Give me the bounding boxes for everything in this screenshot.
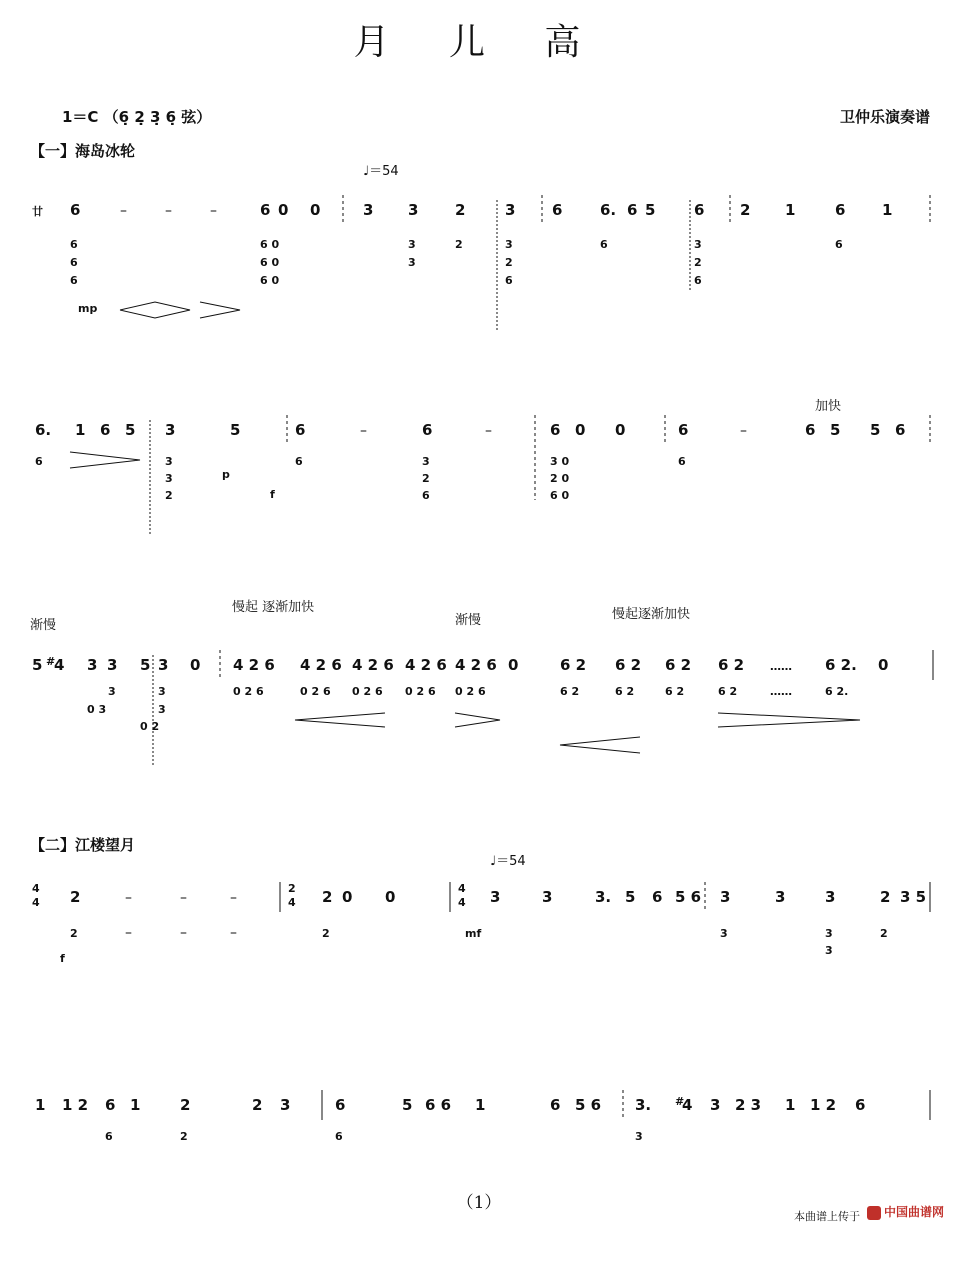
svg-text:2: 2	[322, 927, 330, 940]
notation-line-3	[30, 625, 940, 825]
svg-text:5 6: 5 6	[575, 1096, 602, 1114]
svg-text:5: 5	[140, 656, 151, 674]
svg-text:6: 6	[70, 238, 78, 251]
svg-text:6: 6	[35, 455, 43, 468]
svg-text:6: 6	[550, 1096, 561, 1114]
svg-text:4 2 6: 4 2 6	[405, 656, 447, 674]
svg-text:1: 1	[785, 201, 796, 219]
svg-text:6.: 6.	[600, 201, 617, 219]
svg-text:2 0: 2 0	[550, 472, 570, 485]
svg-text:3: 3	[408, 238, 416, 251]
svg-text:2: 2	[252, 1096, 263, 1114]
svg-text:0 2 6: 0 2 6	[405, 685, 436, 698]
svg-text:6: 6	[335, 1096, 346, 1114]
expression-accel: 加快	[815, 399, 842, 414]
svg-text:6 2: 6 2	[665, 656, 692, 674]
svg-text:3 0: 3 0	[550, 455, 570, 468]
svg-text:0: 0	[278, 201, 289, 219]
svg-text:6: 6	[70, 274, 78, 287]
svg-text:2: 2	[70, 927, 78, 940]
svg-text:6: 6	[422, 489, 430, 502]
svg-text:2: 2	[694, 256, 702, 269]
svg-text:2: 2	[70, 888, 81, 906]
site-logo[interactable]	[867, 1203, 944, 1220]
svg-text:#: #	[675, 1095, 685, 1108]
svg-text:3.: 3.	[595, 888, 612, 906]
svg-text:#: #	[46, 655, 56, 668]
svg-text:4: 4	[458, 882, 466, 895]
svg-text:4: 4	[682, 1096, 693, 1114]
svg-text:0: 0	[310, 201, 321, 219]
svg-text:6 0: 6 0	[260, 256, 280, 269]
svg-text:2: 2	[180, 1096, 191, 1114]
svg-text:3: 3	[825, 888, 836, 906]
svg-text:4 2 6: 4 2 6	[300, 656, 342, 674]
svg-text:4: 4	[32, 882, 40, 895]
svg-text:2: 2	[455, 201, 466, 219]
svg-text:–: –	[180, 925, 187, 941]
section-heading-1: 【一】海岛冰轮	[30, 142, 136, 160]
svg-text:f: f	[270, 488, 275, 501]
svg-text:3.: 3.	[635, 1096, 652, 1114]
svg-text:5: 5	[830, 421, 841, 439]
svg-text:6: 6	[335, 1130, 343, 1143]
svg-text:5: 5	[402, 1096, 413, 1114]
svg-text:6 0: 6 0	[550, 489, 570, 502]
svg-text:4: 4	[32, 896, 40, 909]
svg-text:6: 6	[652, 888, 663, 906]
svg-text:6 2: 6 2	[615, 656, 642, 674]
svg-text:……: ……	[770, 660, 792, 673]
svg-text:3: 3	[542, 888, 553, 906]
svg-text:6: 6	[505, 274, 513, 287]
svg-text:3: 3	[87, 656, 98, 674]
svg-text:2 3: 2 3	[735, 1096, 762, 1114]
svg-text:3: 3	[165, 421, 176, 439]
svg-text:3: 3	[775, 888, 786, 906]
svg-text:6: 6	[550, 421, 561, 439]
svg-text:–: –	[210, 203, 217, 219]
svg-text:–: –	[165, 203, 172, 219]
svg-text:2: 2	[322, 888, 333, 906]
arranger-credit: 卫仲乐演奏谱	[839, 108, 930, 126]
svg-text:5: 5	[230, 421, 241, 439]
svg-text:6: 6	[422, 421, 433, 439]
site-logo-icon	[867, 1206, 881, 1220]
svg-text:6: 6	[694, 274, 702, 287]
svg-text:1: 1	[475, 1096, 486, 1114]
notation-line-4	[30, 862, 940, 1062]
svg-text:6: 6	[260, 201, 271, 219]
svg-text:6: 6	[600, 238, 608, 251]
svg-text:3: 3	[408, 201, 419, 219]
svg-text:2: 2	[505, 256, 513, 269]
svg-text:2: 2	[880, 888, 891, 906]
svg-text:3: 3	[694, 238, 702, 251]
svg-text:2: 2	[422, 472, 430, 485]
svg-text:3 5: 3 5	[900, 888, 927, 906]
svg-text:3: 3	[422, 455, 430, 468]
svg-text:6: 6	[835, 201, 846, 219]
svg-text:6: 6	[100, 421, 111, 439]
page-number: （1）	[456, 1193, 502, 1213]
svg-text:6 2: 6 2	[615, 685, 635, 698]
svg-text:6: 6	[105, 1096, 116, 1114]
notation-line-1	[30, 170, 940, 370]
svg-text:f: f	[60, 952, 65, 965]
svg-text:3: 3	[158, 656, 169, 674]
svg-text:6: 6	[694, 201, 705, 219]
svg-text:3: 3	[720, 888, 731, 906]
svg-text:–: –	[230, 890, 237, 906]
expression-slow-accel: 慢起 逐渐加快	[232, 600, 315, 615]
svg-text:4 2 6: 4 2 6	[455, 656, 497, 674]
svg-text:3: 3	[710, 1096, 721, 1114]
svg-text:mp: mp	[78, 302, 98, 315]
notation-line-2-staff	[30, 390, 940, 590]
svg-text:3: 3	[635, 1130, 643, 1143]
svg-text:4: 4	[54, 656, 65, 674]
svg-text:0 2 6: 0 2 6	[300, 685, 331, 698]
svg-text:6: 6	[855, 1096, 866, 1114]
svg-text:3: 3	[825, 927, 833, 940]
svg-text:2: 2	[180, 1130, 188, 1143]
svg-text:1: 1	[882, 201, 893, 219]
notation-line-2	[30, 390, 940, 590]
svg-text:5: 5	[125, 421, 136, 439]
svg-text:0 2 6: 0 2 6	[352, 685, 383, 698]
svg-text:p: p	[222, 468, 230, 481]
svg-text:6 2: 6 2	[560, 656, 587, 674]
svg-text:3: 3	[720, 927, 728, 940]
svg-text:2: 2	[880, 927, 888, 940]
tempo-mark-1: ♩＝54	[363, 164, 399, 179]
svg-text:4 2 6: 4 2 6	[352, 656, 394, 674]
site-logo-text: 中国曲谱网	[883, 1205, 944, 1219]
svg-text:6: 6	[295, 421, 306, 439]
key-signature: 1＝C （6̣ 2̣ 3̣ 6̣ 弦）	[62, 108, 212, 126]
notation-line-5-staff	[30, 1075, 940, 1275]
svg-text:廿: 廿	[32, 205, 43, 218]
svg-text:6: 6	[552, 201, 563, 219]
svg-text:0: 0	[190, 656, 201, 674]
svg-text:1: 1	[130, 1096, 141, 1114]
svg-text:6 6: 6 6	[425, 1096, 452, 1114]
upload-note: 本曲谱上传于	[794, 1210, 860, 1223]
svg-text:5: 5	[645, 201, 656, 219]
svg-text:3: 3	[490, 888, 501, 906]
page-title: 月 儿 高	[353, 22, 605, 63]
svg-text:5 6: 5 6	[675, 888, 702, 906]
svg-text:–: –	[230, 925, 237, 941]
svg-text:3: 3	[158, 703, 166, 716]
svg-text:5: 5	[32, 656, 43, 674]
svg-text:1 2: 1 2	[62, 1096, 89, 1114]
svg-text:6: 6	[678, 421, 689, 439]
svg-text:6 2.: 6 2.	[825, 656, 857, 674]
svg-text:6 2: 6 2	[665, 685, 685, 698]
expression-slow-accel-2: 慢起逐渐加快	[612, 607, 691, 622]
svg-text:0: 0	[878, 656, 889, 674]
svg-text:6: 6	[627, 201, 638, 219]
svg-text:6: 6	[678, 455, 686, 468]
tempo-mark-2: ♩＝54	[490, 854, 526, 869]
svg-text:3: 3	[280, 1096, 291, 1114]
svg-text:–: –	[360, 423, 367, 439]
svg-text:6 0: 6 0	[260, 238, 280, 251]
svg-text:6 0: 6 0	[260, 274, 280, 287]
svg-text:–: –	[180, 890, 187, 906]
svg-text:0: 0	[385, 888, 396, 906]
svg-text:1 2: 1 2	[810, 1096, 837, 1114]
svg-text:6: 6	[70, 256, 78, 269]
svg-text:–: –	[125, 890, 132, 906]
svg-text:3: 3	[505, 201, 516, 219]
svg-text:3: 3	[158, 685, 166, 698]
svg-text:3: 3	[363, 201, 374, 219]
svg-text:0: 0	[615, 421, 626, 439]
svg-text:–: –	[485, 423, 492, 439]
svg-text:6: 6	[70, 201, 81, 219]
svg-text:6 2: 6 2	[718, 656, 745, 674]
svg-text:6: 6	[835, 238, 843, 251]
notation-line-1-staff	[30, 170, 940, 370]
svg-text:6: 6	[895, 421, 906, 439]
svg-text:3: 3	[107, 656, 118, 674]
svg-text:0 2: 0 2	[140, 720, 160, 733]
expression-rit-2: 渐慢	[455, 613, 482, 628]
svg-text:4 2 6: 4 2 6	[233, 656, 275, 674]
svg-text:0: 0	[508, 656, 519, 674]
svg-text:3: 3	[165, 472, 173, 485]
svg-text:6: 6	[805, 421, 816, 439]
svg-text:0: 0	[575, 421, 586, 439]
svg-text:0 3: 0 3	[87, 703, 107, 716]
svg-text:4: 4	[458, 896, 466, 909]
svg-text:6 2: 6 2	[718, 685, 738, 698]
svg-text:3: 3	[825, 944, 833, 957]
svg-text:1: 1	[75, 421, 86, 439]
svg-text:6: 6	[105, 1130, 113, 1143]
svg-text:5: 5	[870, 421, 881, 439]
section-heading-2: 【二】江楼望月	[30, 836, 136, 854]
notation-line-4-staff	[30, 862, 940, 1062]
svg-text:3: 3	[408, 256, 416, 269]
svg-text:6.: 6.	[35, 421, 52, 439]
svg-text:6 2.: 6 2.	[825, 685, 849, 698]
notation-line-3-staff	[30, 625, 940, 825]
svg-text:……: ……	[770, 685, 792, 698]
svg-text:mf: mf	[465, 927, 482, 940]
svg-text:2: 2	[165, 489, 173, 502]
svg-text:–: –	[120, 203, 127, 219]
svg-text:3: 3	[505, 238, 513, 251]
svg-text:–: –	[125, 925, 132, 941]
svg-text:0 2 6: 0 2 6	[455, 685, 486, 698]
svg-text:3: 3	[165, 455, 173, 468]
svg-text:2: 2	[455, 238, 463, 251]
svg-text:2: 2	[288, 882, 296, 895]
svg-text:4: 4	[288, 896, 296, 909]
svg-text:6 2: 6 2	[560, 685, 580, 698]
svg-text:1: 1	[35, 1096, 46, 1114]
notation-line-5	[30, 1075, 940, 1275]
svg-text:3: 3	[108, 685, 116, 698]
svg-text:–: –	[740, 423, 747, 439]
svg-text:2: 2	[740, 201, 751, 219]
svg-text:0 2 6: 0 2 6	[233, 685, 264, 698]
svg-text:5: 5	[625, 888, 636, 906]
svg-text:6: 6	[295, 455, 303, 468]
svg-text:0: 0	[342, 888, 353, 906]
expression-rit: 渐慢	[30, 618, 57, 633]
svg-text:1: 1	[785, 1096, 796, 1114]
